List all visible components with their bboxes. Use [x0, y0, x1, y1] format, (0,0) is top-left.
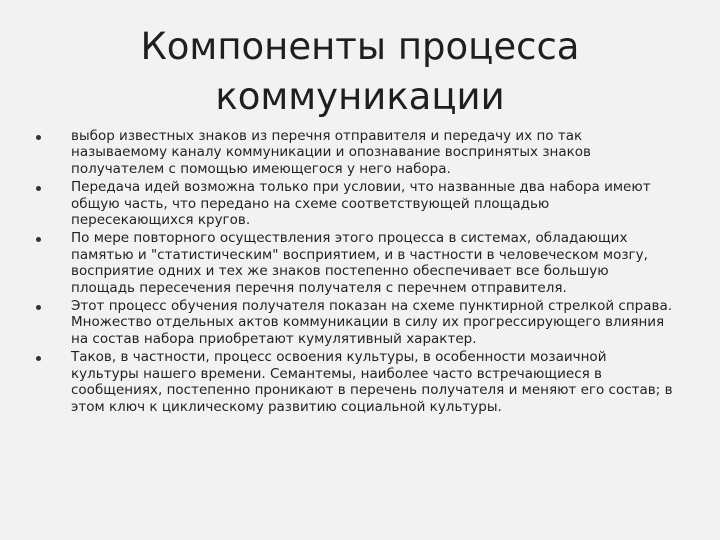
- bullet-dot-icon: [36, 186, 41, 191]
- bullet-item: [36, 230, 676, 296]
- bullet-text: По мере повторного осуществления этого процесса в системах, обладающих памятью и "статистическим" восприятием, и в частности в человеческом мозгу, восприятие одних и тех же знаков постепенно обеспечивает все большую площадь пересечения перечня получателя с перечнем отправителя.: [71, 230, 648, 296]
- title-line-1: Компоненты процесса: [140, 25, 580, 68]
- bullet-dot-icon: [36, 237, 41, 242]
- bullet-text: выбор известных знаков из перечня отправителя и передачу их по так называемому каналу коммуникации и опознавание воспринятых знаков получателем с помощью имеющегося у него набора.: [71, 128, 591, 177]
- bullet-dot-icon: [36, 135, 41, 140]
- bullet-text: Таков, в частности, процесс освоения культуры, в особенности мозаичной культуры нашего времени. Семантемы, наиболее часто встречающиеся в сообщениях, постепенно проникают в перечень получателя и меняют его состав; в этом ключ к циклическому развитию социальной культуры.: [71, 349, 673, 415]
- bullet-dot-icon: [36, 305, 41, 310]
- bullet-item: [36, 349, 676, 415]
- title-line-2: коммуникации: [215, 75, 505, 118]
- bullet-item: [36, 128, 676, 177]
- bullet-dot-icon: [36, 356, 41, 361]
- bullet-text: Этот процесс обучения получателя показан на схеме пунктирной стрелкой справа. Множество отдельных актов коммуникации в силу их прогрессирующего влияния на состав набора приобретают кумулятивный характер.: [71, 298, 673, 347]
- bullet-item: [36, 179, 676, 228]
- bullet-text: Передача идей возможна только при условии, что названные два набора имеют общую часть, что передано на схеме соответствующей площадью пересекающихся кругов.: [71, 179, 651, 229]
- bullet-list: [36, 128, 676, 417]
- slide-title: [80, 22, 640, 122]
- bullet-item: [36, 298, 676, 347]
